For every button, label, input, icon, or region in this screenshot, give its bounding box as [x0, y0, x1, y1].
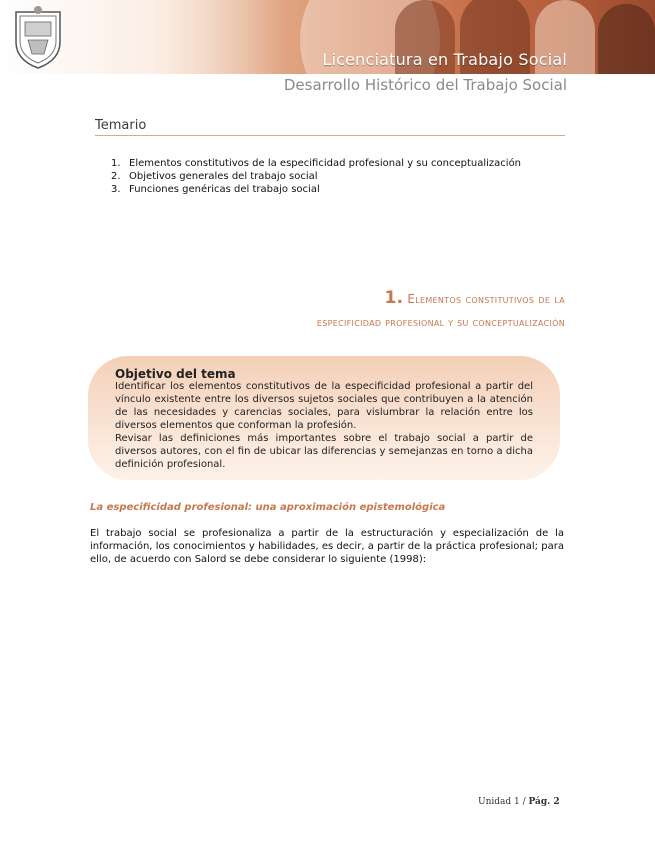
objective-text — [115, 380, 533, 471]
program-title: Licenciatura en Trabajo Social — [322, 50, 567, 69]
toc-item — [111, 170, 521, 183]
portrait-silhouette — [598, 4, 655, 74]
objective-paragraph: Revisar las definiciones más importantes sobre el trabajo social a partir de diversos autores, con el fin de ubicar las diferencias y semejanzas en torno a dicha definición profesional. — [115, 433, 533, 470]
page-number: Pág. 2 — [528, 797, 560, 807]
toc-item — [111, 157, 521, 170]
page-footer — [478, 797, 560, 807]
objective-title: Objetivo del tema — [115, 367, 236, 381]
objective-paragraph: Identificar los elementos constitutivos de la especificidad profesional a partir del vínculo existente entre los diversos sujetos sociales que contribuyen a la atención de las necesidades y carencias sociales, para vislumbrar la relación entre los diversos elementos que conforman la profesión. — [115, 381, 533, 431]
toc-number: 3. — [111, 184, 121, 195]
table-of-contents — [111, 157, 521, 196]
section-title-line2: especificidad profesional y su conceptualización — [316, 316, 565, 329]
unit-label: Unidad 1 / — [478, 797, 529, 807]
header-banner — [0, 0, 655, 74]
university-crest-icon — [10, 4, 66, 70]
temario-heading: Temario — [95, 118, 565, 136]
toc-text: Objetivos generales del trabajo social — [129, 171, 318, 182]
subsection-title: La especificidad profesional: una aproximación epistemológica — [90, 502, 446, 513]
section-title — [317, 288, 565, 329]
toc-text: Elementos constitutivos de la especificidad profesional y su conceptualización — [129, 158, 522, 169]
toc-item — [111, 183, 521, 196]
toc-number: 2. — [111, 171, 121, 182]
toc-number: 1. — [111, 158, 121, 169]
body-paragraph: El trabajo social se profesionaliza a partir de la estructuración y especialización de la información, los conocimientos y habilidades, es decir, a partir de la práctica profesional; para ello, de acuerdo con Salord se debe considerar lo siguiente (1998): — [90, 528, 564, 565]
course-subtitle: Desarrollo Histórico del Trabajo Social — [283, 76, 567, 94]
section-number: 1. — [384, 288, 404, 308]
section-title-line1: Elementos constitutivos de la — [407, 292, 565, 306]
toc-text: Funciones genéricas del trabajo social — [129, 184, 320, 195]
